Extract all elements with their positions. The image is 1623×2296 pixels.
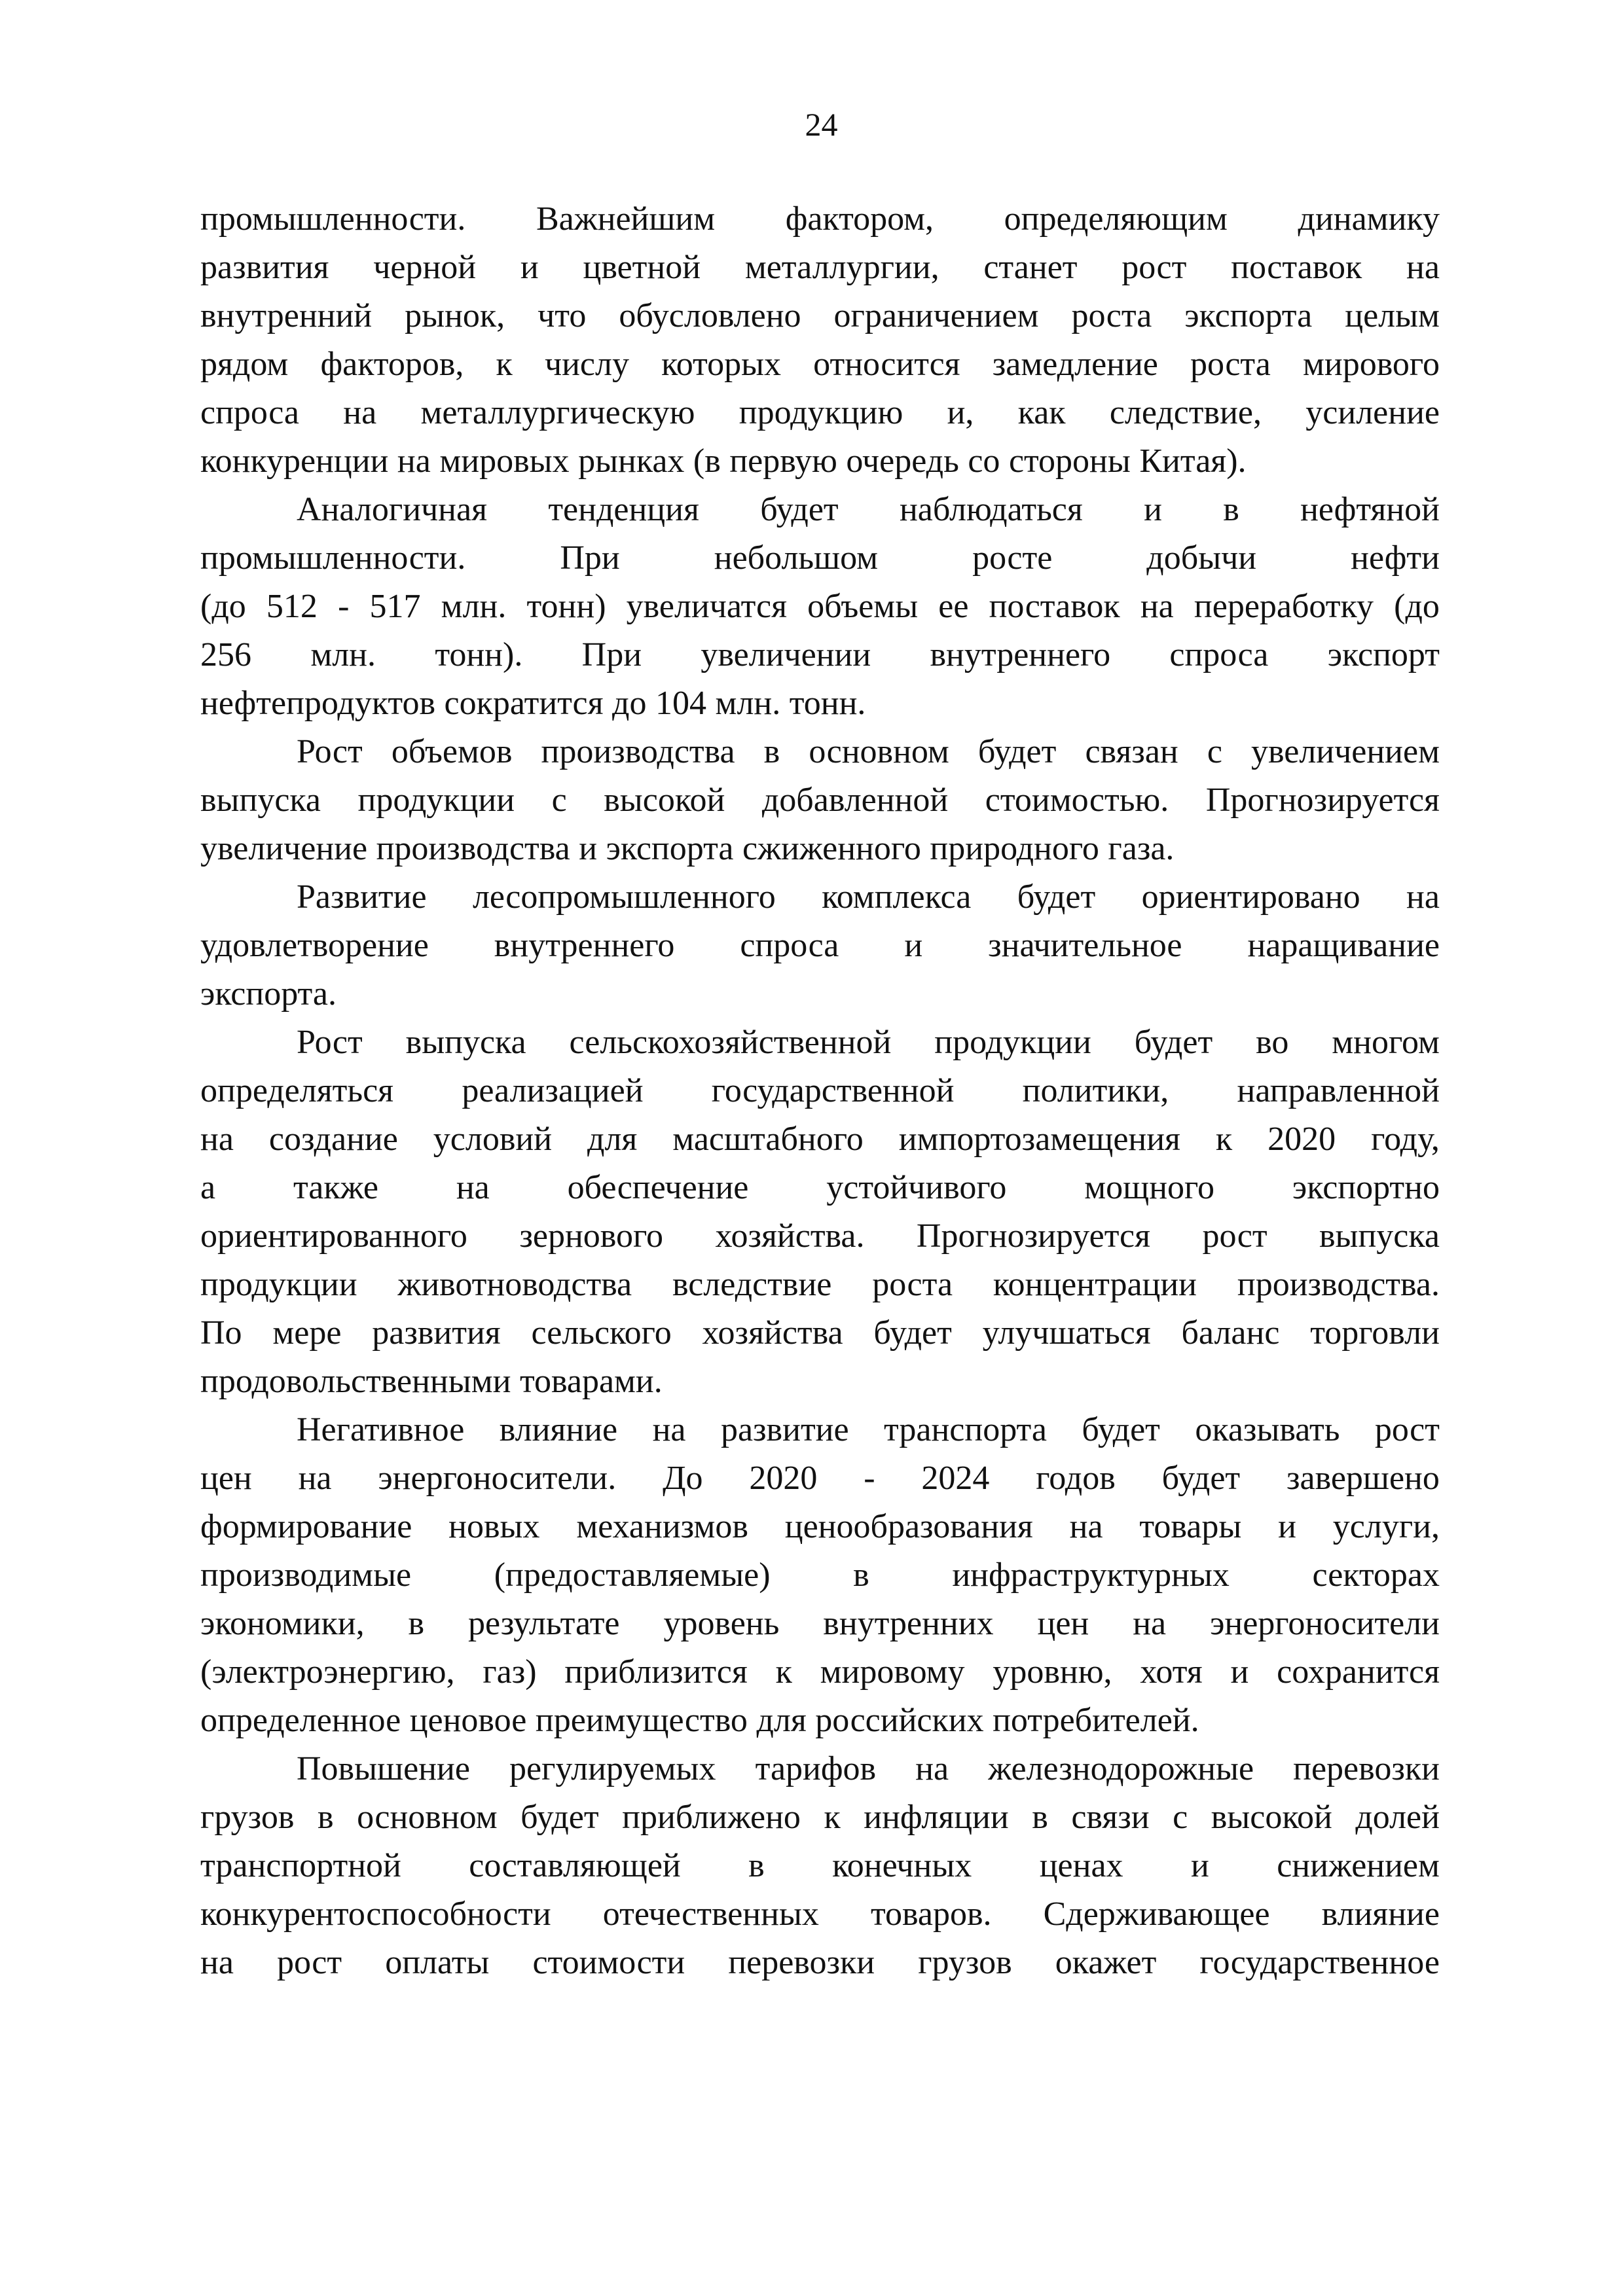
text-line: определенное ценовое преимущество для российских потребителей.	[200, 1702, 1199, 1739]
text-line: продовольственными товарами.	[200, 1363, 663, 1400]
text-line: рядом факторов, к числу которых относится замедление роста мирового	[200, 346, 1440, 383]
text-line: спроса на металлургическую продукцию и, как следствие, усиление	[200, 394, 1440, 431]
text-line: определяться реализацией государственной политики, направленной	[200, 1072, 1440, 1109]
text-line: По мере развития сельского хозяйства будет улучшаться баланс торговли	[200, 1314, 1440, 1352]
text-line: цен на энергоносители. До 2020 - 2024 годов будет завершено	[200, 1460, 1440, 1497]
text-line: (до 512 - 517 млн. тонн) увеличатся объемы ее поставок на переработку (до	[200, 588, 1440, 625]
text-line: (электроэнергию, газ) приблизится к мировому уровню, хотя и сохранится	[200, 1653, 1440, 1691]
text-line: Рост объемов производства в основном будет связан с увеличением	[297, 733, 1440, 770]
text-line: экономики, в результате уровень внутренних цен на энергоносители	[200, 1605, 1440, 1642]
text-line: транспортной составляющей в конечных ценах и снижением	[200, 1847, 1440, 1884]
text-line: грузов в основном будет приближено к инфляции в связи с высокой долей	[200, 1799, 1440, 1836]
text-line: удовлетворение внутреннего спроса и значительное наращивание	[200, 927, 1440, 964]
text-line: 256 млн. тонн). При увеличении внутреннего спроса экспорт	[200, 636, 1440, 673]
text-line: ориентированного зернового хозяйства. Прогнозируется рост выпуска	[200, 1217, 1440, 1255]
text-line: нефтепродуктов сократится до 104 млн. тонн.	[200, 685, 866, 722]
text-line: конкуренции на мировых рынках (в первую очередь со стороны Китая).	[200, 442, 1247, 480]
body-text	[200, 195, 1440, 1987]
text-line: промышленности. При небольшом росте добычи нефти	[200, 539, 1440, 577]
text-line: промышленности. Важнейшим фактором, определяющим динамику	[200, 200, 1440, 238]
text-line: Рост выпуска сельскохозяйственной продукции будет во многом	[297, 1024, 1440, 1061]
text-line: развития черной и цветной металлургии, станет рост поставок на	[200, 249, 1440, 286]
text-line: Повышение регулируемых тарифов на железнодорожные перевозки	[297, 1750, 1440, 1787]
text-line: на рост оплаты стоимости перевозки грузов окажет государственное	[200, 1944, 1440, 1981]
text-line: продукции животноводства вследствие роста концентрации производства.	[200, 1266, 1440, 1303]
text-line: Негативное влияние на развитие транспорта будет оказывать рост	[297, 1411, 1440, 1448]
text-line: увеличение производства и экспорта сжиженного природного газа.	[200, 830, 1175, 867]
text-line: экспорта.	[200, 975, 337, 1013]
text-line: внутренний рынок, что обусловлено ограничением роста экспорта целым	[200, 297, 1440, 334]
text-line: на создание условий для масштабного импортозамещения к 2020 году,	[200, 1121, 1440, 1158]
text-line: Развитие лесопромышленного комплекса будет ориентировано на	[297, 878, 1440, 916]
text-line: выпуска продукции с высокой добавленной стоимостью. Прогнозируется	[200, 781, 1440, 819]
text-line: производимые (предоставляемые) в инфраструктурных секторах	[200, 1556, 1440, 1594]
text-line: Аналогичная тенденция будет наблюдаться и в нефтяной	[297, 491, 1440, 528]
text-line: конкурентоспособности отечественных товаров. Сдерживающее влияние	[200, 1895, 1440, 1933]
page-number: 24	[805, 106, 838, 143]
text-line: формирование новых механизмов ценообразования на товары и услуги,	[200, 1508, 1440, 1545]
text-line: а также на обеспечение устойчивого мощного экспортно	[200, 1169, 1440, 1206]
